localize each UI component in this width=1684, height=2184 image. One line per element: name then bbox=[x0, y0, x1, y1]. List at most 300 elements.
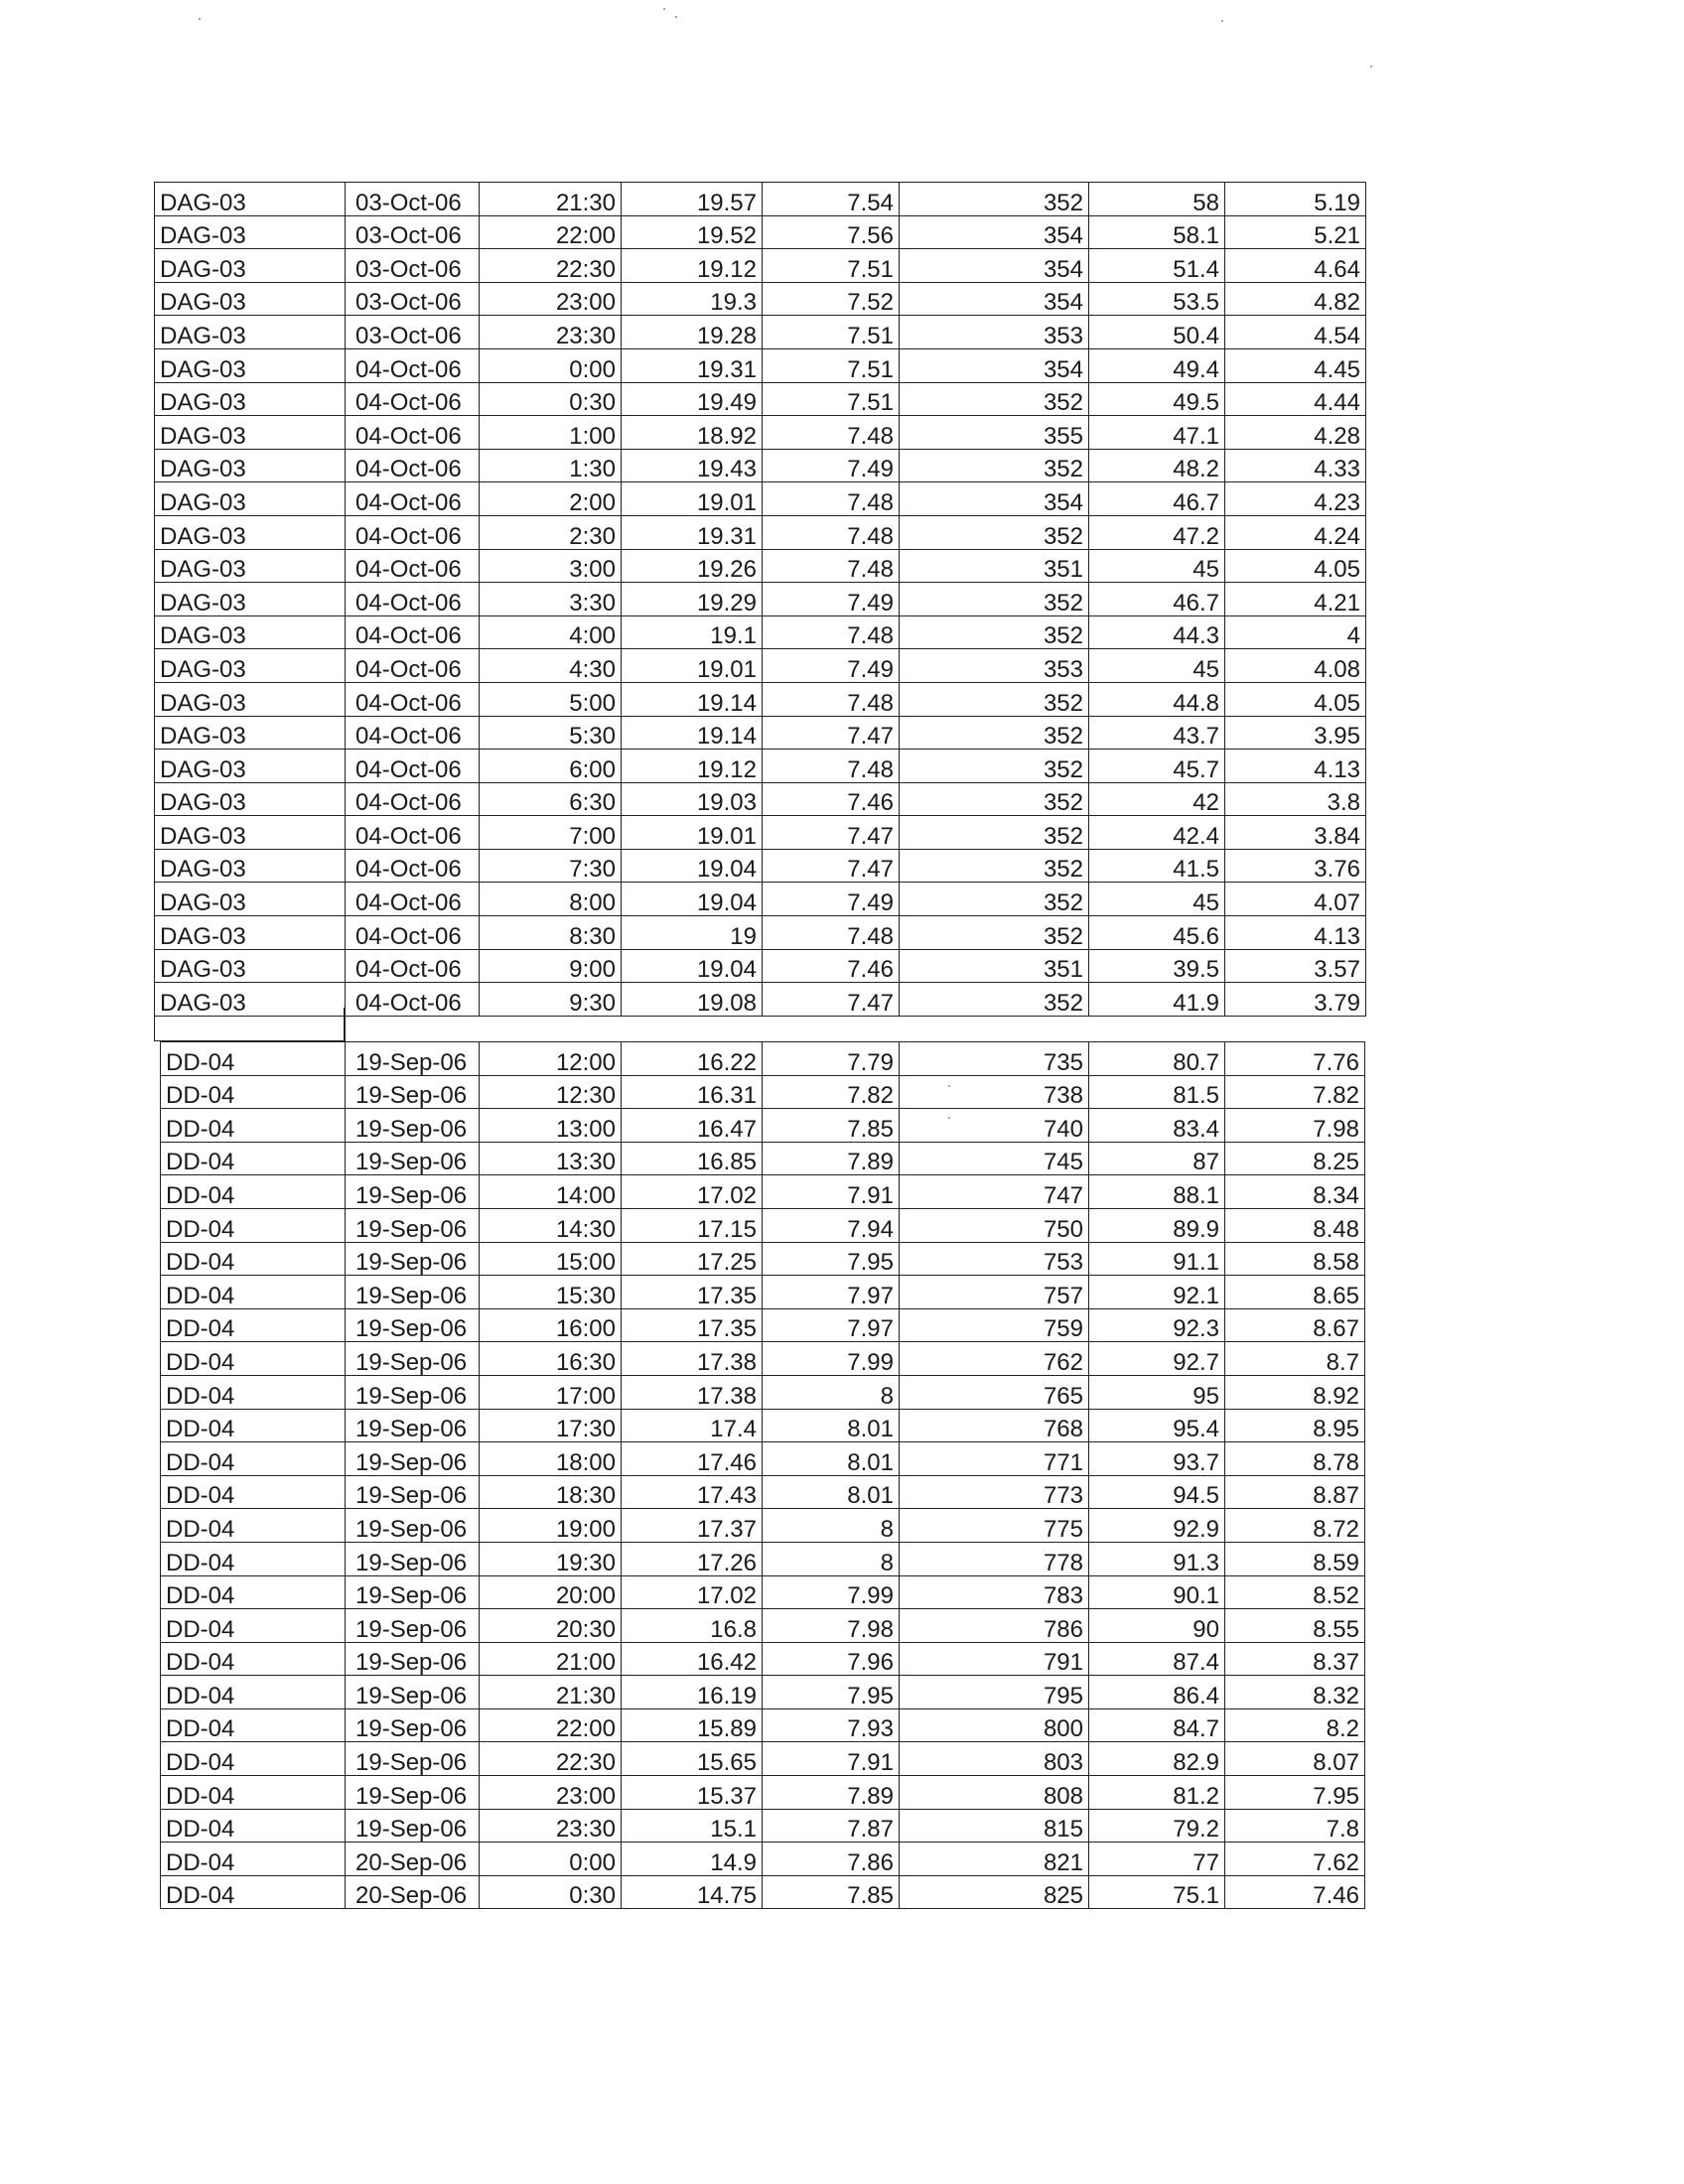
cell-time: 13:00 bbox=[480, 1109, 622, 1143]
cell-conductivity: 762 bbox=[900, 1342, 1089, 1376]
cell-do-mgl: 3.57 bbox=[1225, 949, 1366, 983]
cell-do-percent: 45 bbox=[1089, 649, 1225, 683]
cell-do-percent: 42 bbox=[1089, 782, 1225, 816]
cell-site-id: DAG-03 bbox=[155, 249, 346, 283]
cell-time: 3:00 bbox=[480, 549, 622, 583]
cell-date: 19-Sep-06 bbox=[346, 1042, 480, 1076]
table-row bbox=[161, 1308, 1365, 1342]
cell-site-id: DAG-03 bbox=[155, 782, 346, 816]
cell-time: 16:30 bbox=[480, 1342, 622, 1376]
cell-site-id: DD-04 bbox=[161, 1776, 346, 1810]
cell-time: 6:30 bbox=[480, 782, 622, 816]
cell-do-mgl: 4.64 bbox=[1225, 249, 1366, 283]
cell-conductivity: 750 bbox=[900, 1208, 1089, 1242]
cell-ph: 7.48 bbox=[763, 682, 900, 716]
table-row bbox=[161, 1509, 1365, 1543]
cell-site-id: DAG-03 bbox=[155, 215, 346, 249]
cell-ph: 7.89 bbox=[763, 1142, 900, 1175]
cell-do-mgl: 8.07 bbox=[1225, 1742, 1365, 1776]
cell-temperature: 19.14 bbox=[622, 716, 763, 750]
cell-time: 14:00 bbox=[480, 1175, 622, 1209]
cell-site-id: DD-04 bbox=[161, 1475, 346, 1509]
table-row bbox=[155, 782, 1366, 816]
cell-time: 21:00 bbox=[480, 1642, 622, 1676]
cell-temperature: 19.31 bbox=[622, 348, 763, 382]
cell-conductivity: 352 bbox=[900, 583, 1089, 616]
cell-date: 19-Sep-06 bbox=[346, 1708, 480, 1742]
cell-conductivity: 791 bbox=[900, 1642, 1089, 1676]
cell-date: 19-Sep-06 bbox=[346, 1342, 480, 1376]
cell-site-id: DD-04 bbox=[161, 1276, 346, 1309]
cell-time: 22:00 bbox=[480, 1708, 622, 1742]
cell-time: 1:00 bbox=[480, 416, 622, 450]
cell-time: 7:00 bbox=[480, 816, 622, 850]
cell-conductivity: 747 bbox=[900, 1175, 1089, 1209]
cell-date: 04-Oct-06 bbox=[346, 983, 480, 1017]
cell-conductivity: 735 bbox=[900, 1042, 1089, 1076]
cell-conductivity: 753 bbox=[900, 1242, 1089, 1276]
cell-ph: 7.54 bbox=[763, 183, 900, 216]
cell-do-mgl: 8.37 bbox=[1225, 1642, 1365, 1676]
cell-date: 03-Oct-06 bbox=[346, 249, 480, 283]
cell-date: 04-Oct-06 bbox=[346, 750, 480, 783]
cell-date: 19-Sep-06 bbox=[346, 1442, 480, 1476]
cell-temperature: 19.14 bbox=[622, 682, 763, 716]
cell-do-percent: 87 bbox=[1089, 1142, 1225, 1175]
cell-time: 14:30 bbox=[480, 1208, 622, 1242]
cell-ph: 7.47 bbox=[763, 983, 900, 1017]
cell-date: 19-Sep-06 bbox=[346, 1575, 480, 1609]
cell-temperature: 18.92 bbox=[622, 416, 763, 450]
cell-conductivity: 765 bbox=[900, 1375, 1089, 1409]
cell-conductivity: 352 bbox=[900, 983, 1089, 1017]
cell-conductivity: 815 bbox=[900, 1809, 1089, 1843]
cell-time: 20:30 bbox=[480, 1609, 622, 1643]
cell-temperature: 14.75 bbox=[622, 1875, 763, 1909]
cell-temperature: 19.01 bbox=[622, 649, 763, 683]
table-row bbox=[161, 1242, 1365, 1276]
table-row bbox=[155, 482, 1366, 516]
cell-temperature: 19.12 bbox=[622, 249, 763, 283]
cell-temperature: 19.01 bbox=[622, 816, 763, 850]
cell-site-id: DAG-03 bbox=[155, 282, 346, 316]
cell-date: 04-Oct-06 bbox=[346, 615, 480, 649]
cell-temperature: 17.26 bbox=[622, 1542, 763, 1575]
cell-time: 17:00 bbox=[480, 1375, 622, 1409]
cell-conductivity: 352 bbox=[900, 449, 1089, 482]
cell-temperature: 19.03 bbox=[622, 782, 763, 816]
cell-ph: 7.98 bbox=[763, 1609, 900, 1643]
cell-conductivity: 353 bbox=[900, 316, 1089, 349]
scan-speck bbox=[1221, 20, 1223, 22]
cell-conductivity: 775 bbox=[900, 1509, 1089, 1543]
cell-temperature: 16.31 bbox=[622, 1075, 763, 1109]
cell-site-id: DD-04 bbox=[161, 1242, 346, 1276]
cell-do-percent: 81.5 bbox=[1089, 1075, 1225, 1109]
cell-ph: 7.96 bbox=[763, 1642, 900, 1676]
cell-date: 04-Oct-06 bbox=[346, 782, 480, 816]
scan-speck bbox=[1370, 66, 1372, 68]
cell-ph: 7.91 bbox=[763, 1742, 900, 1776]
cell-do-percent: 48.2 bbox=[1089, 449, 1225, 482]
cell-date: 19-Sep-06 bbox=[346, 1242, 480, 1276]
cell-site-id: DAG-03 bbox=[155, 382, 346, 416]
cell-date: 19-Sep-06 bbox=[346, 1776, 480, 1810]
cell-site-id: DD-04 bbox=[161, 1409, 346, 1442]
cell-site-id: DAG-03 bbox=[155, 482, 346, 516]
cell-temperature: 19.01 bbox=[622, 482, 763, 516]
cell-do-mgl: 8.59 bbox=[1225, 1542, 1365, 1575]
cell-time: 8:30 bbox=[480, 916, 622, 950]
cell-temperature: 17.35 bbox=[622, 1276, 763, 1309]
cell-date: 04-Oct-06 bbox=[346, 883, 480, 916]
cell-conductivity: 352 bbox=[900, 682, 1089, 716]
cell-temperature: 19.08 bbox=[622, 983, 763, 1017]
cell-conductivity: 351 bbox=[900, 949, 1089, 983]
cell-site-id: DAG-03 bbox=[155, 949, 346, 983]
table-row bbox=[161, 1342, 1365, 1376]
cell-do-mgl: 7.76 bbox=[1225, 1042, 1365, 1076]
table-row bbox=[155, 183, 1366, 216]
cell-ph: 7.48 bbox=[763, 515, 900, 549]
cell-do-mgl: 4.54 bbox=[1225, 316, 1366, 349]
cell-ph: 7.79 bbox=[763, 1042, 900, 1076]
cell-do-mgl: 8.55 bbox=[1225, 1609, 1365, 1643]
cell-ph: 8 bbox=[763, 1509, 900, 1543]
cell-temperature: 19.52 bbox=[622, 215, 763, 249]
cell-do-mgl: 7.82 bbox=[1225, 1075, 1365, 1109]
data-table-dd bbox=[160, 1041, 1365, 1909]
table-row bbox=[155, 416, 1366, 450]
cell-conductivity: 352 bbox=[900, 615, 1089, 649]
cell-date: 20-Sep-06 bbox=[346, 1843, 480, 1876]
cell-site-id: DD-04 bbox=[161, 1843, 346, 1876]
table-row bbox=[155, 615, 1366, 649]
cell-do-mgl: 8.58 bbox=[1225, 1242, 1365, 1276]
cell-date: 04-Oct-06 bbox=[346, 348, 480, 382]
table-row bbox=[161, 1208, 1365, 1242]
cell-ph: 7.51 bbox=[763, 316, 900, 349]
cell-do-percent: 44.8 bbox=[1089, 682, 1225, 716]
cell-temperature: 17.38 bbox=[622, 1342, 763, 1376]
cell-temperature: 16.22 bbox=[622, 1042, 763, 1076]
cell-ph: 7.87 bbox=[763, 1809, 900, 1843]
cell-site-id: DAG-03 bbox=[155, 515, 346, 549]
cell-conductivity: 773 bbox=[900, 1475, 1089, 1509]
cell-time: 22:00 bbox=[480, 215, 622, 249]
cell-temperature: 17.35 bbox=[622, 1308, 763, 1342]
cell-conductivity: 768 bbox=[900, 1409, 1089, 1442]
cell-time: 1:30 bbox=[480, 449, 622, 482]
cell-date: 03-Oct-06 bbox=[346, 215, 480, 249]
cell-date: 19-Sep-06 bbox=[346, 1676, 480, 1709]
cell-do-percent: 87.4 bbox=[1089, 1642, 1225, 1676]
cell-temperature: 14.9 bbox=[622, 1843, 763, 1876]
cell-site-id: DD-04 bbox=[161, 1175, 346, 1209]
cell-do-mgl: 8.72 bbox=[1225, 1509, 1365, 1543]
table-row bbox=[155, 816, 1366, 850]
cell-site-id: DAG-03 bbox=[155, 583, 346, 616]
cell-site-id: DD-04 bbox=[161, 1609, 346, 1643]
cell-do-mgl: 4 bbox=[1225, 615, 1366, 649]
table-row bbox=[155, 716, 1366, 750]
cell-conductivity: 354 bbox=[900, 249, 1089, 283]
table-row bbox=[161, 1642, 1365, 1676]
cell-do-percent: 93.7 bbox=[1089, 1442, 1225, 1476]
cell-conductivity: 352 bbox=[900, 382, 1089, 416]
table-row bbox=[161, 1042, 1365, 1076]
scan-speck bbox=[675, 16, 677, 18]
table-row bbox=[161, 1375, 1365, 1409]
cell-do-mgl: 4.28 bbox=[1225, 416, 1366, 450]
cell-time: 23:30 bbox=[480, 1809, 622, 1843]
cell-do-percent: 86.4 bbox=[1089, 1676, 1225, 1709]
cell-date: 19-Sep-06 bbox=[346, 1308, 480, 1342]
cell-conductivity: 355 bbox=[900, 416, 1089, 450]
cell-do-mgl: 4.05 bbox=[1225, 682, 1366, 716]
cell-temperature: 17.37 bbox=[622, 1509, 763, 1543]
cell-do-mgl: 8.32 bbox=[1225, 1676, 1365, 1709]
cell-site-id: DD-04 bbox=[161, 1208, 346, 1242]
cell-do-percent: 88.1 bbox=[1089, 1175, 1225, 1209]
table-row bbox=[155, 348, 1366, 382]
cell-date: 04-Oct-06 bbox=[346, 549, 480, 583]
table-row bbox=[155, 649, 1366, 683]
cell-date: 19-Sep-06 bbox=[346, 1609, 480, 1643]
cell-conductivity: 352 bbox=[900, 183, 1089, 216]
cell-temperature: 16.8 bbox=[622, 1609, 763, 1643]
table-row bbox=[161, 1609, 1365, 1643]
cell-conductivity: 352 bbox=[900, 716, 1089, 750]
table-row bbox=[155, 316, 1366, 349]
cell-time: 4:30 bbox=[480, 649, 622, 683]
cell-temperature: 19.1 bbox=[622, 615, 763, 649]
cell-do-percent: 41.9 bbox=[1089, 983, 1225, 1017]
cell-do-percent: 47.1 bbox=[1089, 416, 1225, 450]
table-row bbox=[155, 249, 1366, 283]
separator-cell-left bbox=[154, 1008, 345, 1041]
cell-do-mgl: 4.07 bbox=[1225, 883, 1366, 916]
cell-ph: 7.52 bbox=[763, 282, 900, 316]
cell-ph: 7.82 bbox=[763, 1075, 900, 1109]
cell-date: 04-Oct-06 bbox=[346, 482, 480, 516]
cell-date: 19-Sep-06 bbox=[346, 1276, 480, 1309]
cell-do-mgl: 8.92 bbox=[1225, 1375, 1365, 1409]
cell-ph: 7.49 bbox=[763, 449, 900, 482]
cell-site-id: DAG-03 bbox=[155, 750, 346, 783]
cell-do-percent: 80.7 bbox=[1089, 1042, 1225, 1076]
cell-time: 12:00 bbox=[480, 1042, 622, 1076]
cell-do-mgl: 3.79 bbox=[1225, 983, 1366, 1017]
cell-temperature: 19.26 bbox=[622, 549, 763, 583]
cell-time: 5:00 bbox=[480, 682, 622, 716]
cell-ph: 7.48 bbox=[763, 750, 900, 783]
cell-ph: 8.01 bbox=[763, 1475, 900, 1509]
cell-time: 0:30 bbox=[480, 1875, 622, 1909]
cell-time: 4:00 bbox=[480, 615, 622, 649]
cell-time: 21:30 bbox=[480, 183, 622, 216]
cell-conductivity: 778 bbox=[900, 1542, 1089, 1575]
cell-conductivity: 795 bbox=[900, 1676, 1089, 1709]
cell-temperature: 19 bbox=[622, 916, 763, 950]
cell-do-mgl: 4.13 bbox=[1225, 750, 1366, 783]
cell-temperature: 19.04 bbox=[622, 849, 763, 883]
table-row bbox=[155, 750, 1366, 783]
cell-do-percent: 46.7 bbox=[1089, 583, 1225, 616]
cell-date: 20-Sep-06 bbox=[346, 1875, 480, 1909]
cell-temperature: 17.46 bbox=[622, 1442, 763, 1476]
cell-temperature: 19.29 bbox=[622, 583, 763, 616]
cell-do-percent: 49.4 bbox=[1089, 348, 1225, 382]
cell-ph: 7.56 bbox=[763, 215, 900, 249]
cell-time: 15:00 bbox=[480, 1242, 622, 1276]
cell-temperature: 16.19 bbox=[622, 1676, 763, 1709]
cell-do-mgl: 8.95 bbox=[1225, 1409, 1365, 1442]
cell-site-id: DD-04 bbox=[161, 1075, 346, 1109]
cell-do-percent: 94.5 bbox=[1089, 1475, 1225, 1509]
cell-time: 21:30 bbox=[480, 1676, 622, 1709]
cell-ph: 7.93 bbox=[763, 1708, 900, 1742]
table-row bbox=[161, 1575, 1365, 1609]
cell-conductivity: 825 bbox=[900, 1875, 1089, 1909]
cell-do-mgl: 7.98 bbox=[1225, 1109, 1365, 1143]
cell-ph: 7.49 bbox=[763, 649, 900, 683]
cell-ph: 7.99 bbox=[763, 1575, 900, 1609]
cell-site-id: DAG-03 bbox=[155, 316, 346, 349]
cell-date: 19-Sep-06 bbox=[346, 1109, 480, 1143]
cell-do-mgl: 8.48 bbox=[1225, 1208, 1365, 1242]
cell-time: 19:30 bbox=[480, 1542, 622, 1575]
cell-temperature: 17.02 bbox=[622, 1175, 763, 1209]
cell-date: 19-Sep-06 bbox=[346, 1175, 480, 1209]
cell-site-id: DD-04 bbox=[161, 1375, 346, 1409]
cell-temperature: 15.89 bbox=[622, 1708, 763, 1742]
table-row bbox=[155, 583, 1366, 616]
cell-site-id: DD-04 bbox=[161, 1575, 346, 1609]
cell-conductivity: 757 bbox=[900, 1276, 1089, 1309]
cell-do-mgl: 8.87 bbox=[1225, 1475, 1365, 1509]
cell-temperature: 19.31 bbox=[622, 515, 763, 549]
cell-date: 19-Sep-06 bbox=[346, 1375, 480, 1409]
cell-do-percent: 49.5 bbox=[1089, 382, 1225, 416]
cell-do-percent: 46.7 bbox=[1089, 482, 1225, 516]
cell-time: 9:00 bbox=[480, 949, 622, 983]
cell-ph: 7.85 bbox=[763, 1875, 900, 1909]
table-row bbox=[161, 1175, 1365, 1209]
table-row bbox=[155, 916, 1366, 950]
cell-ph: 7.47 bbox=[763, 816, 900, 850]
cell-do-mgl: 8.67 bbox=[1225, 1308, 1365, 1342]
cell-do-mgl: 8.2 bbox=[1225, 1708, 1365, 1742]
cell-do-percent: 45.7 bbox=[1089, 750, 1225, 783]
cell-ph: 7.99 bbox=[763, 1342, 900, 1376]
cell-do-mgl: 3.84 bbox=[1225, 816, 1366, 850]
cell-time: 3:30 bbox=[480, 583, 622, 616]
cell-site-id: DD-04 bbox=[161, 1109, 346, 1143]
cell-do-mgl: 8.25 bbox=[1225, 1142, 1365, 1175]
cell-date: 03-Oct-06 bbox=[346, 316, 480, 349]
cell-temperature: 19.12 bbox=[622, 750, 763, 783]
cell-do-percent: 95.4 bbox=[1089, 1409, 1225, 1442]
cell-site-id: DAG-03 bbox=[155, 348, 346, 382]
cell-site-id: DAG-03 bbox=[155, 816, 346, 850]
cell-ph: 7.48 bbox=[763, 615, 900, 649]
cell-conductivity: 783 bbox=[900, 1575, 1089, 1609]
cell-date: 19-Sep-06 bbox=[346, 1409, 480, 1442]
cell-date: 19-Sep-06 bbox=[346, 1075, 480, 1109]
cell-do-percent: 77 bbox=[1089, 1843, 1225, 1876]
cell-do-percent: 45 bbox=[1089, 549, 1225, 583]
table-row bbox=[161, 1708, 1365, 1742]
cell-do-mgl: 4.44 bbox=[1225, 382, 1366, 416]
cell-date: 19-Sep-06 bbox=[346, 1642, 480, 1676]
cell-do-percent: 43.7 bbox=[1089, 716, 1225, 750]
cell-ph: 7.51 bbox=[763, 348, 900, 382]
cell-site-id: DD-04 bbox=[161, 1042, 346, 1076]
cell-do-percent: 42.4 bbox=[1089, 816, 1225, 850]
cell-do-mgl: 7.95 bbox=[1225, 1776, 1365, 1810]
cell-time: 8:00 bbox=[480, 883, 622, 916]
cell-time: 23:00 bbox=[480, 1776, 622, 1810]
cell-do-percent: 92.7 bbox=[1089, 1342, 1225, 1376]
cell-do-percent: 82.9 bbox=[1089, 1742, 1225, 1776]
cell-conductivity: 354 bbox=[900, 348, 1089, 382]
cell-temperature: 19.49 bbox=[622, 382, 763, 416]
cell-site-id: DAG-03 bbox=[155, 983, 346, 1017]
cell-ph: 8.01 bbox=[763, 1442, 900, 1476]
cell-site-id: DAG-03 bbox=[155, 615, 346, 649]
cell-do-percent: 91.3 bbox=[1089, 1542, 1225, 1575]
cell-do-percent: 92.1 bbox=[1089, 1276, 1225, 1309]
cell-conductivity: 759 bbox=[900, 1308, 1089, 1342]
cell-conductivity: 352 bbox=[900, 515, 1089, 549]
cell-ph: 7.95 bbox=[763, 1676, 900, 1709]
table-row bbox=[155, 515, 1366, 549]
cell-do-mgl: 3.95 bbox=[1225, 716, 1366, 750]
cell-time: 18:00 bbox=[480, 1442, 622, 1476]
cell-do-percent: 44.3 bbox=[1089, 615, 1225, 649]
cell-do-mgl: 8.78 bbox=[1225, 1442, 1365, 1476]
cell-date: 04-Oct-06 bbox=[346, 682, 480, 716]
cell-conductivity: 352 bbox=[900, 849, 1089, 883]
table-row bbox=[155, 215, 1366, 249]
cell-date: 19-Sep-06 bbox=[346, 1142, 480, 1175]
table-row bbox=[161, 1776, 1365, 1810]
table-separator-row bbox=[154, 1008, 1357, 1041]
cell-time: 2:30 bbox=[480, 515, 622, 549]
cell-date: 04-Oct-06 bbox=[346, 849, 480, 883]
cell-do-mgl: 4.21 bbox=[1225, 583, 1366, 616]
cell-ph: 7.97 bbox=[763, 1308, 900, 1342]
cell-date: 04-Oct-06 bbox=[346, 449, 480, 482]
table-row bbox=[161, 1542, 1365, 1575]
cell-temperature: 17.02 bbox=[622, 1575, 763, 1609]
cell-ph: 7.47 bbox=[763, 716, 900, 750]
table-row bbox=[155, 449, 1366, 482]
cell-site-id: DD-04 bbox=[161, 1142, 346, 1175]
cell-date: 19-Sep-06 bbox=[346, 1742, 480, 1776]
separator-cell-right bbox=[345, 1008, 1357, 1041]
cell-ph: 7.48 bbox=[763, 416, 900, 450]
cell-conductivity: 808 bbox=[900, 1776, 1089, 1810]
cell-do-mgl: 4.13 bbox=[1225, 916, 1366, 950]
cell-site-id: DAG-03 bbox=[155, 649, 346, 683]
cell-conductivity: 352 bbox=[900, 782, 1089, 816]
cell-temperature: 16.42 bbox=[622, 1642, 763, 1676]
cell-site-id: DD-04 bbox=[161, 1542, 346, 1575]
table-body-dd bbox=[161, 1042, 1365, 1909]
cell-temperature: 17.38 bbox=[622, 1375, 763, 1409]
